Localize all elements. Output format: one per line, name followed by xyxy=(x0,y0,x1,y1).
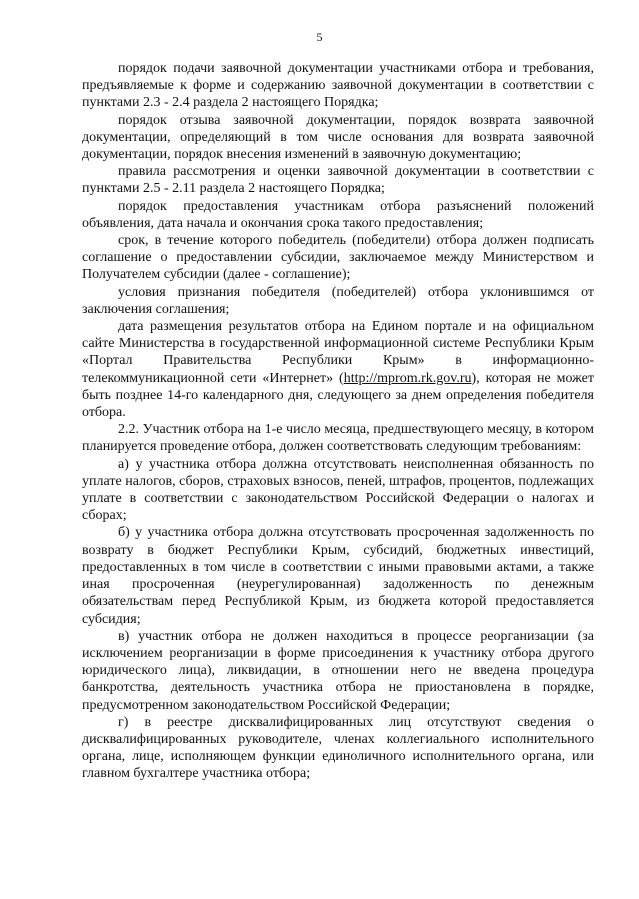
results-text-after-link: ), которая не может быть позднее 14-го календарного дня, следующего за днем определения победителя отбора. xyxy=(82,370,594,421)
section-2-2-heading: 2.2. Участник отбора на 1-е число месяца, предшествующего месяцу, в котором планируется проведение отбора, должен соответствовать следующим требованиям: xyxy=(82,422,594,455)
page-number: 5 xyxy=(316,30,323,44)
paragraph-clarifications: порядок предоставления участникам отбора разъяснений положений объявления, дата начала и окончания срока такого предоставления; xyxy=(82,198,594,231)
paragraph-review-rules: правила рассмотрения и оценки заявочной документации в соответствии с пунктами 2.5 - 2.11 раздела 2 настоящего Порядка; xyxy=(82,164,594,197)
results-text-before-link: дата размещения результатов отбора на Едином портале и на официальном сайте Министерства в государственной информационной системе Республики Крым «Портал Правительства Республики Крым» в информационно-телекоммуникационной сети «Интернет» ( xyxy=(82,319,594,386)
paragraph-application-procedure: порядок подачи заявочной документации участниками отбора и требования, предъявляемые к форме и содержанию заявочной документации в соответствии с пунктами 2.3 - 2.4 раздела 2 настоящего Порядка; xyxy=(82,61,594,111)
paragraph-withdrawal-procedure: порядок отзыва заявочной документации, порядок возврата заявочной документации, определяющий в том числе основания для возврата заявочной документации, порядок внесения изменений в заявочную документацию; xyxy=(82,112,594,163)
requirement-c-reorganization: в) участник отбора не должен находиться в процессе реорганизации (за исключением реорганизации в форме присоединения к участнику отбора другого юридического лица), ликвидации, в отношении него не введена процедура банкротства, деятельность участника отбора не приостановлена в порядке, предусмотренном законодательством Российской Федерации; xyxy=(82,628,594,713)
requirement-b-debts: б) у участника отбора должна отсутствовать просроченная задолженность по возврату в бюджет Республики Крым, субсидий, бюджетных инвестиций, предоставленных в том числе в соответствии с иными правовыми актами, а также иная просроченная (неурегулированная) задолженность по денежным обязательствам перед Республикой Крым, из бюджета которой предоставляется субсидия; xyxy=(82,525,594,627)
paragraph-results-publication xyxy=(82,318,594,421)
ministry-website-link[interactable]: http://mprom.rk.gov.ru xyxy=(343,370,472,386)
requirement-a-taxes: а) у участника отбора должна отсутствовать неисполненная обязанность по уплате налогов, сборов, страховых взносов, пеней, штрафов, процентов, подлежащих уплате в соответствии с законодательством Российской Федерации о налогах и сборах; xyxy=(82,456,594,524)
paragraph-signing-deadline: срок, в течение которого победитель (победители) отбора должен подписать соглашение о предоставлении субсидии, заключаемое между Министерством и Получателем субсидии (далее - соглашение); xyxy=(82,233,594,283)
paragraph-evasion-conditions: условия признания победителя (победителей) отбора уклонившимся от заключения соглашения; xyxy=(82,284,594,317)
requirement-d-disqualified-persons: г) в реестре дисквалифицированных лиц отсутствуют сведения о дисквалифицированных руководителе, членах коллегиального исполнительного органа, лице, исполняющем функции единоличного исполнительного органа, или главном бухгалтере участника отбора; xyxy=(82,714,594,782)
document-body xyxy=(82,60,594,783)
